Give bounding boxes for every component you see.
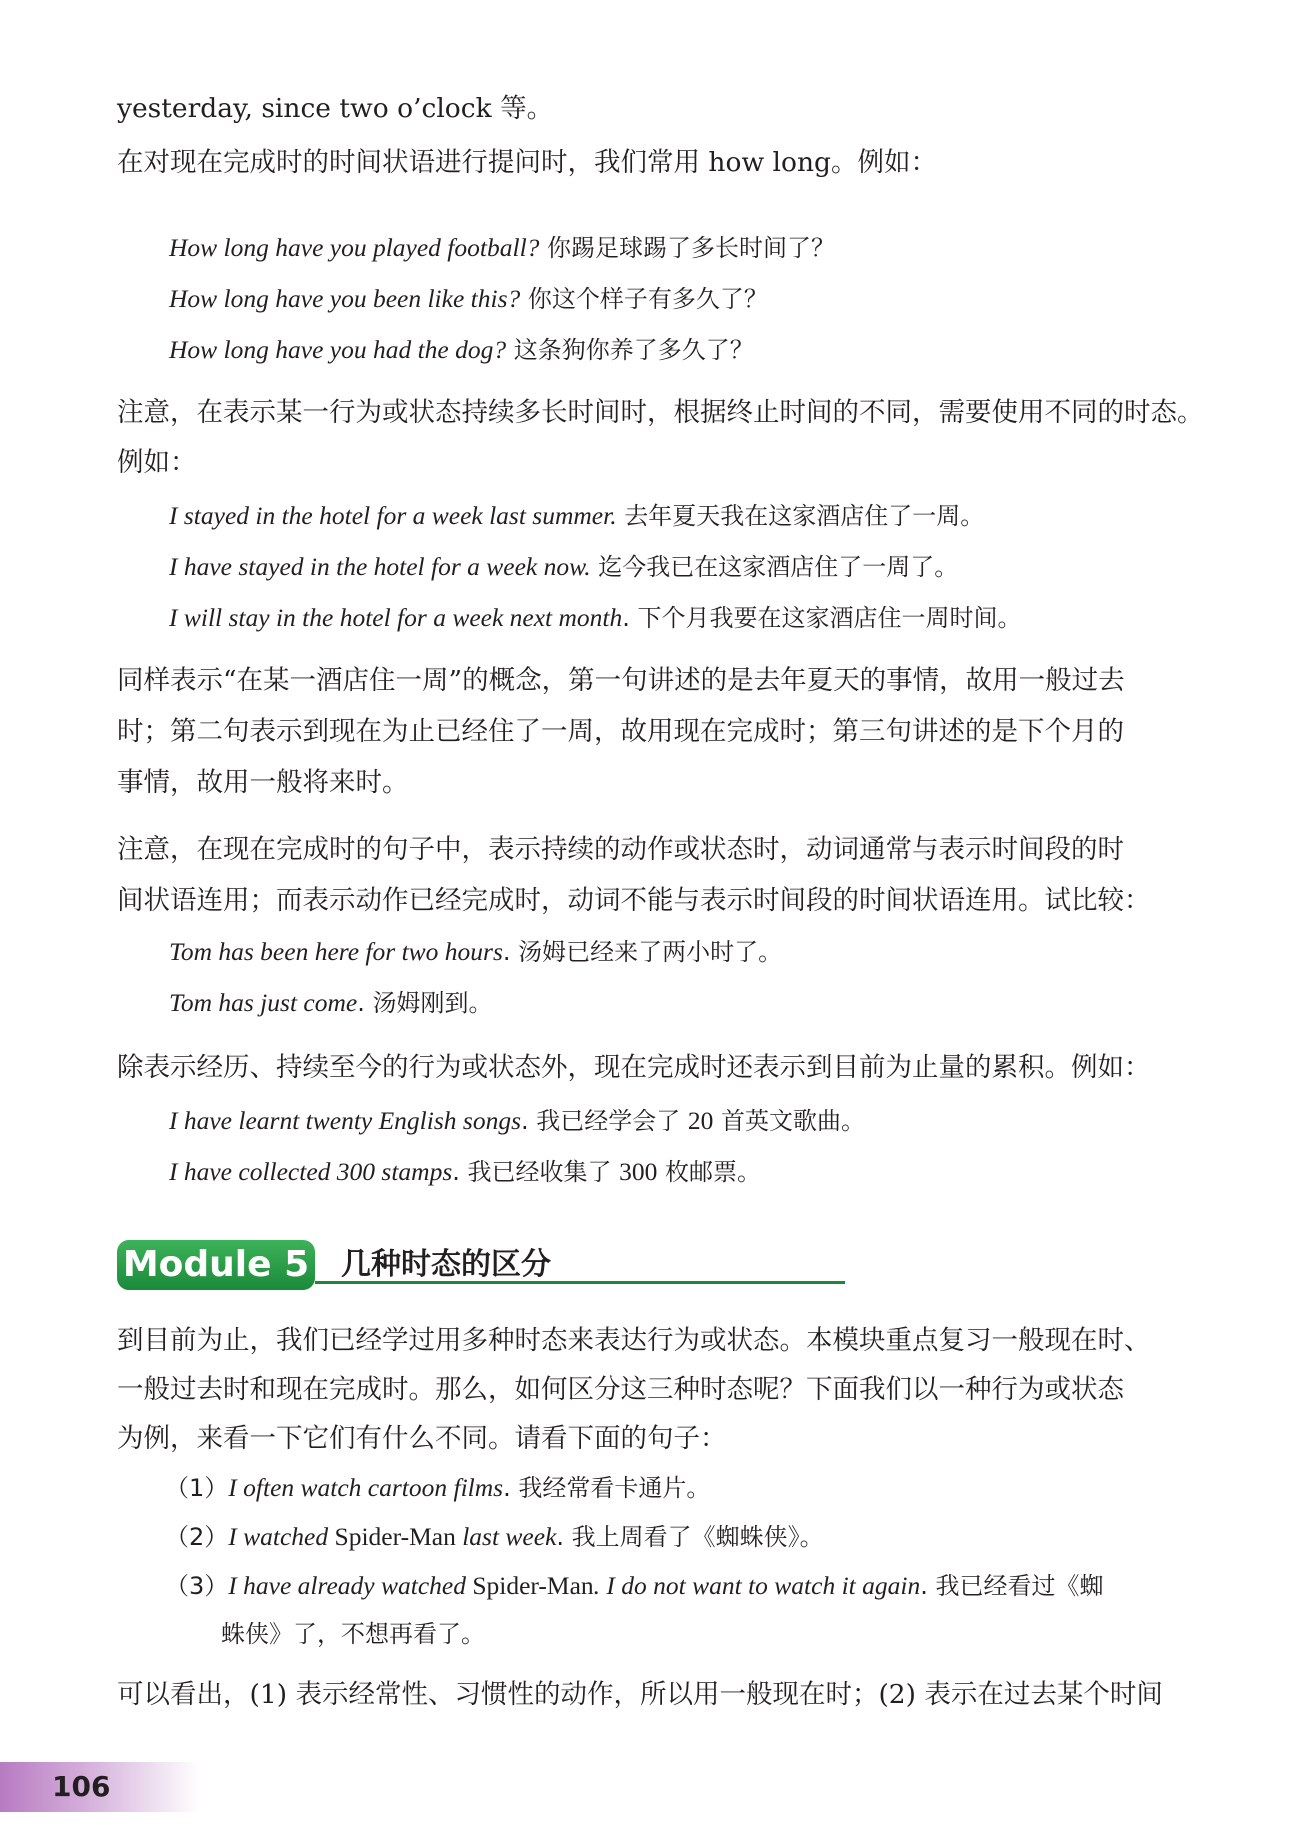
sentence-number: （3）: [165, 1572, 229, 1600]
example-english: I have stayed in the hotel for a week now.: [169, 552, 591, 581]
example-english: I stayed in the hotel for a week last summer.: [169, 501, 617, 530]
example-chinese: . 我经常看卡通片。: [503, 1474, 711, 1502]
module-label: Module 5: [117, 1240, 315, 1290]
example-chinese: 蛛侠》了，不想再看了。: [221, 1620, 485, 1648]
paragraph-line: 一般过去时和现在完成时。那么，如何区分这三种时态呢？下面我们以一种行为或状态: [117, 1374, 1124, 1405]
example-chinese: 你这个样子有多久了？: [520, 285, 768, 313]
example-english: Tom has been here for two hours: [169, 937, 503, 966]
example-chinese: . 汤姆刚到。: [357, 989, 493, 1017]
example-sentence: [169, 228, 835, 268]
example-sentence: [169, 983, 492, 1023]
paragraph-line: 注意，在表示某一行为或状态持续多长时间时，根据终止时间的不同，需要使用不同的时态。: [117, 397, 1204, 428]
example-sentence: [169, 1101, 865, 1141]
film-title: Spider-Man: [472, 1571, 594, 1600]
example-chinese: 枚邮票。: [657, 1158, 762, 1186]
example-chinese: . 我上周看了《蜘蛛侠》。: [556, 1523, 824, 1551]
module-heading: [117, 1240, 845, 1290]
example-english: I have learnt twenty English songs: [169, 1106, 521, 1135]
paragraph-line: 间状语连用；而表示动作已经完成时，动词不能与表示时间段的时间状语连用。试比较：: [117, 885, 1151, 916]
paragraph-line: 到目前为止，我们已经学过用多种时态来表达行为或状态。本模块重点复习一般现在时、: [117, 1325, 1151, 1356]
example-chinese: . 下个月我要在这家酒店住一周时间。: [622, 604, 1022, 632]
example-sentence: [169, 330, 754, 370]
example-english: last week: [455, 1522, 557, 1551]
paragraph-line: 为例，来看一下它们有什么不同。请看下面的句子：: [117, 1423, 727, 1454]
example-chinese: 这条狗你养了多久了？: [506, 336, 754, 364]
example-number: 20: [687, 1106, 714, 1135]
numbered-sentence: [165, 1566, 1103, 1606]
page-number: 106: [52, 1770, 111, 1803]
example-sentence: [169, 1152, 761, 1192]
module-title: 几种时态的区分: [341, 1247, 551, 1282]
example-chinese: . 我已经看过《蜘: [920, 1572, 1104, 1600]
example-sentence: [169, 496, 984, 536]
example-sentence: [169, 279, 768, 319]
example-chinese: 迄今我已在这家酒店住了一周了。: [590, 553, 959, 581]
example-sentence: [169, 547, 958, 587]
paragraph-line: 注意，在现在完成时的句子中，表示持续的动作或状态时，动词通常与表示时间段的时: [117, 834, 1124, 865]
numbered-sentence: [165, 1517, 824, 1557]
paragraph-line: 时；第二句表示到现在为止已经住了一周，故用现在完成时；第三句讲述的是下个月的: [117, 716, 1124, 747]
example-chinese: 首英文歌曲。: [713, 1107, 866, 1135]
example-chinese: . 我已经收集了: [452, 1158, 620, 1186]
paragraph-line: 例如：: [117, 447, 197, 478]
numbered-sentence-continuation: [221, 1614, 485, 1654]
example-sentence: [169, 598, 1022, 638]
example-english: Tom has just come: [169, 988, 358, 1017]
example-english: How long have you played football?: [169, 233, 540, 262]
example-english: How long have you had the dog?: [169, 335, 507, 364]
sentence-number: （2）: [165, 1523, 229, 1551]
example-english: How long have you been like this?: [169, 284, 521, 313]
numbered-sentence: [165, 1468, 710, 1508]
example-english: I watched: [228, 1522, 335, 1551]
example-english: I have already watched: [228, 1571, 473, 1600]
example-english: I often watch cartoon films: [228, 1473, 504, 1502]
paragraph-line: 事情，故用一般将来时。: [117, 767, 409, 798]
paragraph-line: 可以看出，(1) 表示经常性、习惯性的动作，所以用一般现在时；(2) 表示在过去某个时间: [117, 1679, 1163, 1710]
sentence-number: （1）: [165, 1474, 229, 1502]
example-chinese: . 我已经学会了: [521, 1107, 688, 1135]
paragraph-line: 在对现在完成时的时间状语进行提问时，我们常用 how long。例如：: [117, 147, 938, 178]
film-title: Spider-Man: [334, 1522, 456, 1551]
example-sentence: [169, 932, 782, 972]
example-number: 300: [619, 1157, 658, 1186]
example-chinese: 你踢足球踢了多长时间了？: [539, 234, 836, 262]
example-english: I have collected 300 stamps: [169, 1157, 453, 1186]
example-english: . I do not want to watch it again: [593, 1571, 921, 1600]
example-chinese: . 汤姆已经来了两小时了。: [502, 938, 783, 966]
example-english: I will stay in the hotel for a week next month: [169, 603, 623, 632]
example-chinese: 去年夏天我在这家酒店住了一周。: [616, 502, 985, 530]
paragraph-line: yesterday, since two o’clock 等。: [117, 93, 554, 124]
paragraph-line: 除表示经历、持续至今的行为或状态外，现在完成时还表示到目前为止量的累积。例如：: [117, 1052, 1151, 1083]
paragraph-line: 同样表示“在某一酒店住一周”的概念，第一句讲述的是去年夏天的事情，故用一般过去: [117, 665, 1125, 696]
